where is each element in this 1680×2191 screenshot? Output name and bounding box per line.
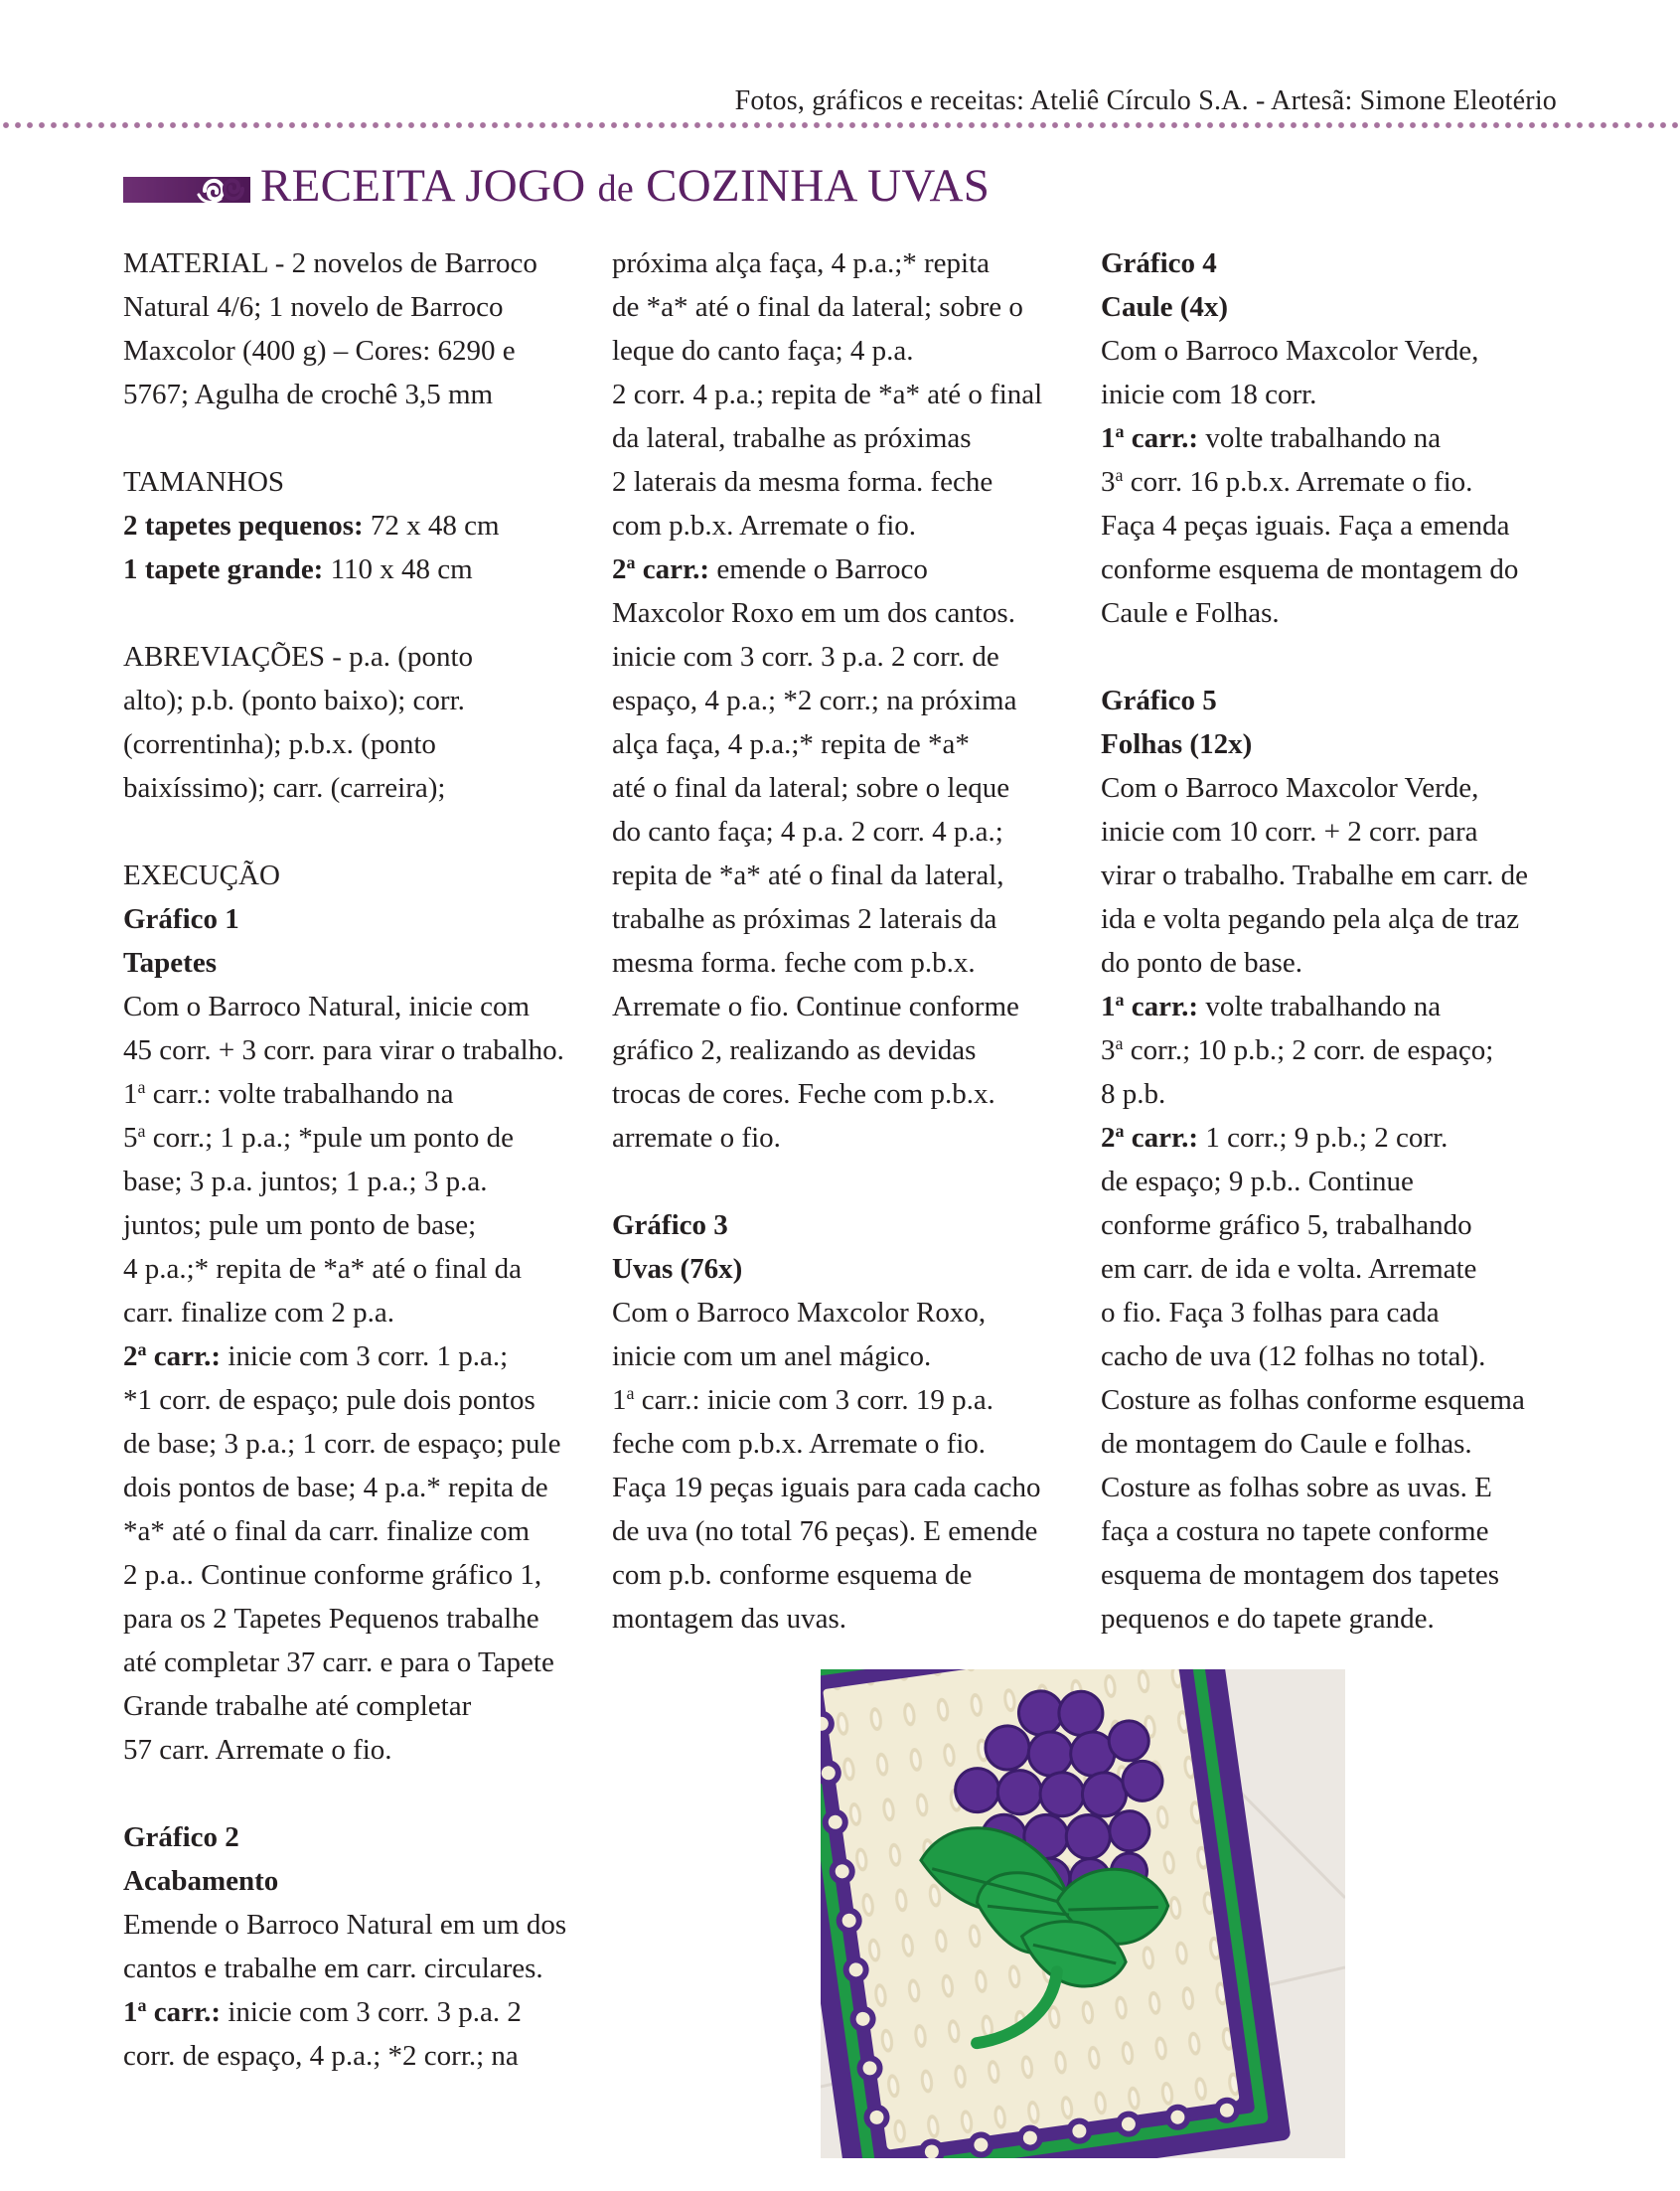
dotted-divider: [0, 121, 1680, 129]
text-line: espaço, 4 p.a.; *2 corr.; na próxima: [612, 685, 1017, 716]
text-line: inicie com um anel mágico.: [612, 1340, 932, 1372]
text-line: feche com p.b.x. Arremate o fio.: [612, 1428, 987, 1460]
section-heading-execucao: EXECUÇÃO: [123, 860, 280, 891]
text-line: 5$^a$ corr.; 1 p.a.; *pule um ponto de: [123, 1121, 514, 1154]
size-large-value: 110 x 48 cm: [323, 553, 473, 585]
text-line: de montagem do Caule e folhas.: [1101, 1428, 1472, 1460]
text-line: inicie com 18 corr.: [1101, 379, 1317, 410]
text-line: ida e volta pegando pela alça de traz: [1101, 903, 1520, 935]
row-2-instruction: 2$^a$ carr.: 1 corr.; 9 p.b.; 2 corr.: [1101, 1121, 1449, 1154]
text-line: do canto faça; 4 p.a. 2 corr. 4 p.a.;: [612, 816, 1003, 848]
text-line: Com o Barroco Natural, inicie com: [123, 991, 531, 1022]
rug: [821, 1669, 1292, 2158]
size-small-label: 2 tapetes pequenos:: [123, 510, 364, 542]
graph-4-title: Gráfico 4: [1101, 247, 1217, 279]
text-line: virar o trabalho. Trabalhe em carr. de: [1101, 860, 1529, 891]
graph-1-subtitle: Tapetes: [123, 947, 217, 979]
text-line: 8 p.b.: [1101, 1078, 1166, 1110]
text-line: 2 p.a.. Continue conforme gráfico 1,: [123, 1559, 542, 1591]
graph-3-subtitle: Uvas (76x): [612, 1253, 743, 1285]
text-line: de uva (no total 76 peças). E emende: [612, 1515, 1038, 1547]
text-line: trocas de cores. Feche com p.b.x.: [612, 1078, 995, 1110]
text-line: o fio. Faça 3 folhas para cada: [1101, 1297, 1440, 1329]
text-line: ABREVIAÇÕES - p.a. (ponto: [123, 641, 474, 673]
graph-5-subtitle: Folhas (12x): [1101, 728, 1253, 760]
text-line: Arremate o fio. Continue conforme: [612, 991, 1019, 1022]
text-line: Faça 4 peças iguais. Faça a emenda: [1101, 510, 1510, 542]
swirl-ornament-icon: [195, 165, 252, 215]
text-line: carr. finalize com 2 p.a.: [123, 1297, 394, 1329]
text-line: em carr. de ida e volta. Arremate: [1101, 1253, 1477, 1285]
text-line: esquema de montagem dos tapetes: [1101, 1559, 1500, 1591]
text-line: gráfico 2, realizando as devidas: [612, 1034, 977, 1066]
text-line: com p.b.x. Arremate o fio.: [612, 510, 917, 542]
text-line: trabalhe as próximas 2 laterais da: [612, 903, 997, 935]
text-line: Faça 19 peças iguais para cada cacho: [612, 1472, 1041, 1503]
text-line: alto); p.b. (ponto baixo); corr.: [123, 685, 465, 716]
row-2-instruction: 2$^a$ carr.: emende o Barroco: [612, 552, 928, 585]
text-line: pequenos e do tapete grande.: [1101, 1603, 1435, 1635]
size-large-label: 1 tapete grande:: [123, 553, 324, 585]
graph-5-title: Gráfico 5: [1101, 685, 1217, 716]
text-line: Maxcolor (400 g) – Cores: 6290 e: [123, 335, 516, 367]
text-line: juntos; pule um ponto de base;: [123, 1209, 477, 1241]
text-line: corr. de espaço, 4 p.a.; *2 corr.; na: [123, 2040, 519, 2072]
text-line: 2 corr. 4 p.a.; repita de *a* até o final: [612, 379, 1043, 410]
text-line: de base; 3 p.a.; 1 corr. de espaço; pule: [123, 1428, 561, 1460]
text-line: Maxcolor Roxo em um dos cantos.: [612, 597, 1015, 629]
row-1-instruction: 1$^a$ carr.: volte trabalhando na: [123, 1077, 454, 1110]
text-line: leque do canto faça; 4 p.a.: [612, 335, 914, 367]
column-2: [612, 241, 1083, 1641]
text-line: 57 carr. Arremate o fio.: [123, 1734, 392, 1766]
text-line: repita de *a* até o final da lateral,: [612, 860, 1004, 891]
graph-2-title: Gráfico 2: [123, 1821, 239, 1853]
text-line: Com o Barroco Maxcolor Verde,: [1101, 772, 1479, 804]
text-line: mesma forma. feche com p.b.x.: [612, 947, 976, 979]
title-part-2: de: [597, 168, 635, 210]
text-line: com p.b. conforme esquema de: [612, 1559, 973, 1591]
text-line: Costure as folhas sobre as uvas. E: [1101, 1472, 1492, 1503]
text-line: *a* até o final da carr. finalize com: [123, 1515, 531, 1547]
text-line: cacho de uva (12 folhas no total).: [1101, 1340, 1486, 1372]
text-line: 5767; Agulha de crochê 3,5 mm: [123, 379, 494, 410]
size-large: [123, 548, 588, 591]
row-1-instruction: 1$^a$ carr.: volte trabalhando na: [1101, 990, 1442, 1022]
text-line: 45 corr. + 3 corr. para virar o trabalho.: [123, 1034, 564, 1066]
text-line: base; 3 p.a. juntos; 1 p.a.; 3 p.a.: [123, 1166, 488, 1197]
text-line: alça faça, 4 p.a.;* repita de *a*: [612, 728, 970, 760]
text-line: cantos e trabalhe em carr. circulares.: [123, 1953, 543, 1984]
graph-3-title: Gráfico 3: [612, 1209, 728, 1241]
text-line: para os 2 Tapetes Pequenos trabalhe: [123, 1603, 539, 1635]
text-line: montagem das uvas.: [612, 1603, 846, 1635]
text-line: Natural 4/6; 1 novelo de Barroco: [123, 291, 504, 323]
text-line: dois pontos de base; 4 p.a.* repita de: [123, 1472, 548, 1503]
text-line: Costure as folhas conforme esquema: [1101, 1384, 1525, 1416]
text-line: MATERIAL - 2 novelos de Barroco: [123, 247, 537, 279]
text-line: (correntinha); p.b.x. (ponto: [123, 728, 436, 760]
size-small-value: 72 x 48 cm: [363, 510, 500, 542]
text-line: Com o Barroco Maxcolor Roxo,: [612, 1297, 987, 1329]
text-line: baixíssimo); carr. (carreira);: [123, 772, 446, 804]
text-line: de espaço; 9 p.b.. Continue: [1101, 1166, 1414, 1197]
graph-2-subtitle: Acabamento: [123, 1865, 279, 1897]
text-line: faça a costura no tapete conforme: [1101, 1515, 1489, 1547]
text-line: 2 laterais da mesma forma. feche: [612, 466, 993, 498]
text-line: da lateral, trabalhe as próximas: [612, 422, 972, 454]
title-part-1: RECEITA JOGO: [260, 160, 598, 212]
graph-4-subtitle: Caule (4x): [1101, 291, 1229, 323]
text-line: 3$^a$ corr. 16 p.b.x. Arremate o fio.: [1101, 465, 1473, 498]
text-line: *1 corr. de espaço; pule dois pontos: [123, 1384, 535, 1416]
text-line: próxima alça faça, 4 p.a.;* repita: [612, 247, 991, 279]
text-line: Grande trabalhe até completar: [123, 1690, 472, 1722]
text-line: arremate o fio.: [612, 1122, 781, 1154]
text-line: conforme esquema de montagem do: [1101, 553, 1519, 585]
crochet-grape-rug-photo: [821, 1669, 1345, 2158]
text-line: 3$^a$ corr.; 10 p.b.; 2 corr. de espaço;: [1101, 1033, 1494, 1066]
title-part-3: COZINHA UVAS: [634, 160, 991, 212]
row-1-instruction: 1$^a$ carr.: inicie com 3 corr. 19 p.a.: [612, 1383, 994, 1416]
size-small: [123, 504, 588, 548]
text-line: Com o Barroco Maxcolor Verde,: [1101, 335, 1479, 367]
text-line: do ponto de base.: [1101, 947, 1302, 979]
column-3: [1101, 241, 1568, 1641]
text-line: inicie com 10 corr. + 2 corr. para: [1101, 816, 1478, 848]
text-line: até o final da lateral; sobre o leque: [612, 772, 1010, 804]
page-credits: Fotos, gráficos e receitas: Ateliê Círculo S.A. - Artesã: Simone Eleotério: [734, 85, 1557, 116]
row-1-instruction: 1$^a$ carr.: inicie com 3 corr. 3 p.a. 2: [123, 1995, 522, 2028]
column-1: [123, 241, 588, 2078]
text-line: até completar 37 carr. e para o Tapete: [123, 1646, 554, 1678]
text-line: 4 p.a.;* repita de *a* até o final da: [123, 1253, 523, 1285]
text-line: Emende o Barroco Natural em um dos: [123, 1909, 567, 1941]
row-1-instruction: 1$^a$ carr.: volte trabalhando na: [1101, 421, 1442, 454]
row-2-instruction: 2$^a$ carr.: inicie com 3 corr. 1 p.a.;: [123, 1339, 509, 1372]
graph-1-title: Gráfico 1: [123, 903, 239, 935]
section-heading-tamanhos: TAMANHOS: [123, 466, 285, 498]
text-line: inicie com 3 corr. 3 p.a. 2 corr. de: [612, 641, 999, 673]
page-title: [260, 159, 990, 213]
text-line: Caule e Folhas.: [1101, 597, 1280, 629]
text-line: de *a* até o final da lateral; sobre o: [612, 291, 1023, 323]
text-line: conforme gráfico 5, trabalhando: [1101, 1209, 1472, 1241]
